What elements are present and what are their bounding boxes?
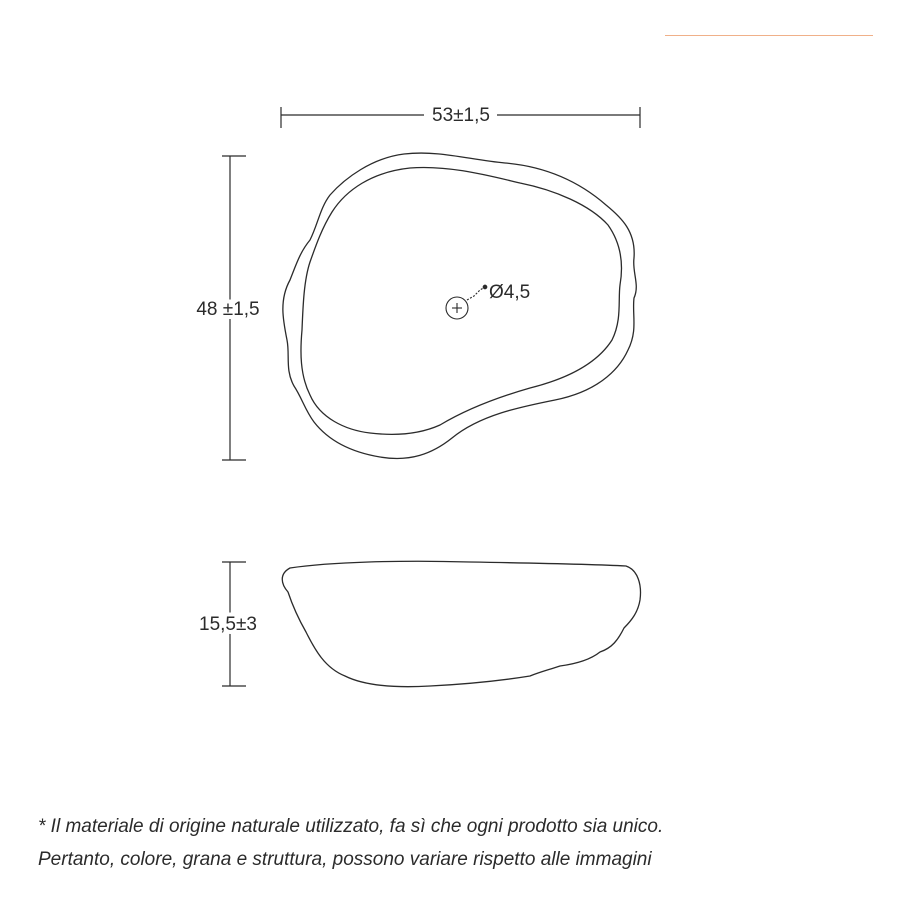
basin-side-profile <box>282 561 640 686</box>
basin-inner-bowl <box>301 167 622 434</box>
basin-top-view <box>283 153 636 458</box>
drain-leader-dot <box>483 285 487 289</box>
drain-leader <box>467 287 485 300</box>
height-label: 15,5±3 <box>199 614 257 635</box>
drain-label: Ø4,5 <box>489 282 531 303</box>
width-label: 53±1,5 <box>432 105 490 126</box>
footnote-line-1: * Il materiale di origine naturale utilizzato, fa sì che ogni prodotto sia unico. <box>38 816 664 837</box>
footnote-line-2: Pertanto, colore, grana e struttura, possono variare rispetto alle immagini <box>38 849 652 870</box>
drain-symbol <box>446 285 487 319</box>
basin-outer-rim <box>283 153 636 458</box>
depth-label: 48 ±1,5 <box>196 299 260 320</box>
basin-side-view <box>282 561 640 686</box>
